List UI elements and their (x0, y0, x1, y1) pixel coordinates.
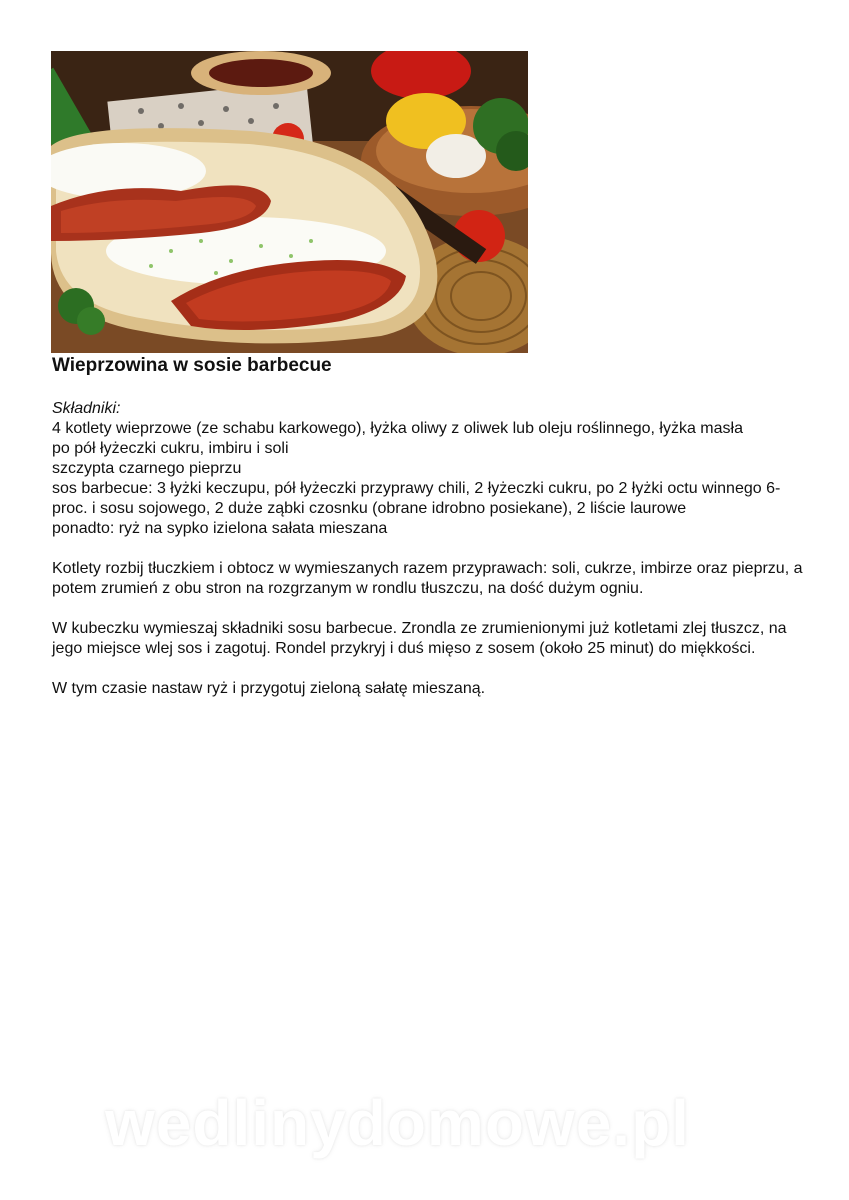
recipe-title: Wieprzowina w sosie barbecue (52, 355, 332, 376)
ingredient-line: ponadto: ryż na sypko izielona sałata mieszana (52, 520, 388, 537)
instruction-step-1: Kotlety rozbij tłuczkiem i obtocz w wymieszanych razem przyprawach: soli, cukrze, imbirze oraz pieprzu, a potem zrumień z obu stron na rozgrzanym w rondlu tłuszczu, na dość dużym ogniu. (52, 560, 803, 597)
ingredient-line: szczypta czarnego pieprzu (52, 460, 242, 477)
dish-photo (51, 51, 528, 353)
recipe-body (52, 399, 807, 699)
ingredient-line: sos barbecue: 3 łyżki keczupu, pół łyżeczki przyprawy chili, 2 łyżeczki cukru, po 2 łyżki octu winnego 6-proc. i sosu sojowego, 2 duże ząbki czosnku (obrane idrobno posiekane), 2 liście laurowe (52, 480, 781, 517)
site-watermark: wedlinydomowe.pl (105, 1087, 690, 1159)
ingredient-line: 4 kotlety wieprzowe (ze schabu karkowego), łyżka oliwy z oliwek lub oleju roślinnego, łyżka masła (52, 420, 743, 437)
ingredient-line: po pół łyżeczki cukru, imbiru i soli (52, 440, 289, 457)
instruction-step-2: W kubeczku wymieszaj składniki sosu barbecue. Zrondla ze zrumienionymi już kotletami zlej tłuszcz, na jego miejsce wlej sos i zagotuj. Rondel przykryj i duś mięso z sosem (około 25 minut) do miękkości. (52, 620, 787, 657)
ingredients-list (52, 419, 807, 539)
ingredients-heading: Składniki: (52, 400, 121, 417)
instruction-step-3: W tym czasie nastaw ryż i przygotuj zieloną sałatę mieszaną. (52, 680, 486, 697)
